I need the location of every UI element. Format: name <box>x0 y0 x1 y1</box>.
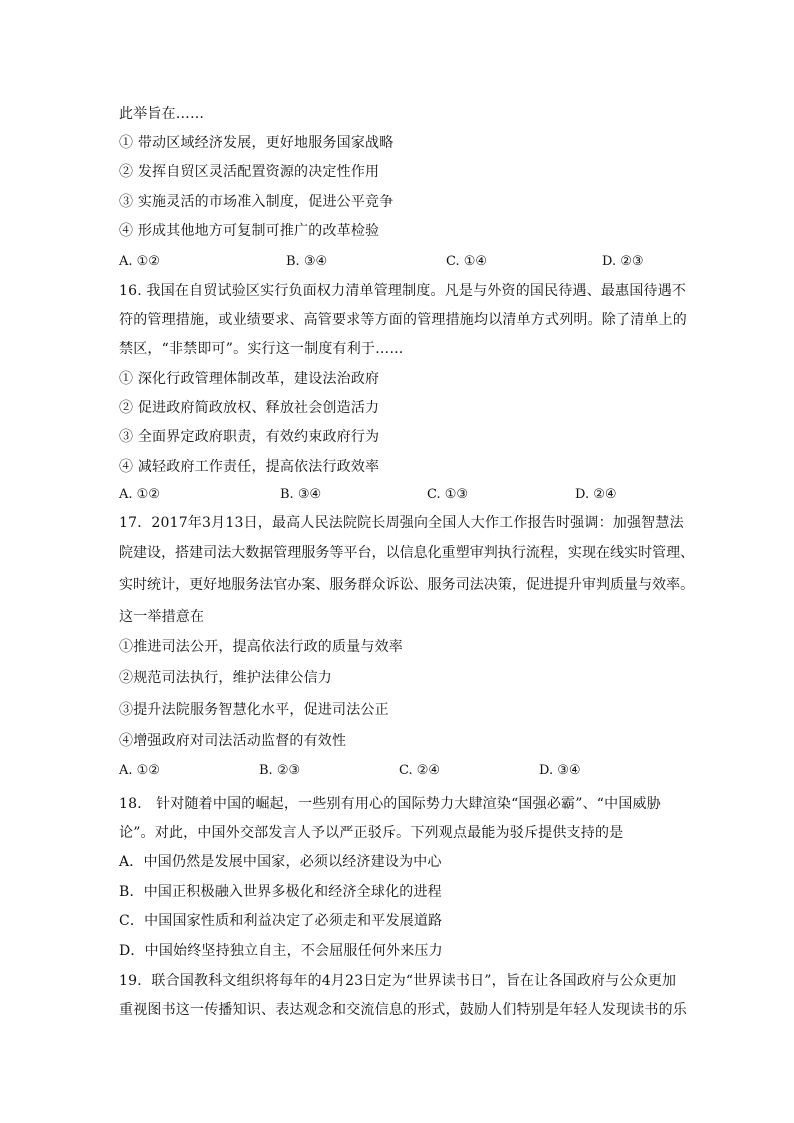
q16-option-a: A. ①② <box>119 487 160 502</box>
q15-statement-3: ③ 实施灵活的市场准入制度，促进公平竞争 <box>119 194 394 210</box>
q19-stem-line-1: 19．联合国教科文组织将每年的4月23日定为“世界读书日”，旨在让各国政府与公众更加 <box>119 973 677 989</box>
q18-choice-a: A．中国仍然是发展中国家，必须以经济建设为中心 <box>119 854 442 870</box>
q17-option-d: D. ③④ <box>539 763 581 778</box>
q18-stem-line-2: 论”。对此，中国外交部发言人予以严正驳斥。下列观点最能为驳斥提供支持的是 <box>119 825 624 841</box>
q15-option-a: A. ①② <box>119 254 160 269</box>
q17-stem-line-1: 17．2017年3月13日，最高人民法院院长周强向全国人大作工作报告时强调：加强智慧法 <box>119 515 684 531</box>
q16-statement-2: ② 促进政府简政放权、释放社会创造活力 <box>119 400 380 416</box>
q18-choice-d: D．中国始终坚持独立自主，不会屈服任何外来压力 <box>119 943 443 959</box>
q17-statement-3: ③提升法院服务智慧化水平，促进司法公正 <box>119 702 389 718</box>
q16-statement-1: ① 深化行政管理体制改革，建设法治政府 <box>119 371 380 387</box>
q17-options <box>119 761 679 781</box>
q17-statement-1: ①推进司法公开，提高依法行政的质量与效率 <box>119 639 403 655</box>
q16-statement-4: ④ 减轻政府工作责任，提高依法行政效率 <box>119 459 380 475</box>
q17-statement-2: ②规范司法执行，维护法律公信力 <box>119 670 332 686</box>
q15-option-d: D. ②③ <box>602 254 644 269</box>
q15-statement-1: ① 带动区域经济发展，更好地服务国家战略 <box>119 135 394 151</box>
q16-option-d: D. ②④ <box>575 487 617 502</box>
q15-stem-tail: 此举旨在…… <box>119 106 205 122</box>
q17-statement-4: ④增强政府对司法活动监督的有效性 <box>119 733 347 749</box>
q15-statement-2: ② 发挥自贸区灵活配置资源的决定性作用 <box>119 164 380 180</box>
q17-option-a: A. ①② <box>119 763 160 778</box>
q16-stem-line-3: 禁区，“非禁即可”。实行这一制度有利于…… <box>119 341 404 357</box>
q16-stem-line-2: 符的管理措施，或业绩要求、高管要求等方面的管理措施均以清单方式列明。除了清单上的 <box>119 312 687 328</box>
q17-stem-line-4: 这一举措意在 <box>119 609 205 625</box>
q15-statement-4: ④ 形成其他地方可复制可推广的改革检验 <box>119 223 380 239</box>
q17-option-c: C. ②④ <box>399 763 441 778</box>
q18-stem-line-1: 18． 针对随着中国的崛起，一些别有用心的国际势力大肆渲染“国强必霸”、“中国威胁 <box>119 796 661 812</box>
q18-choice-c: C．中国国家性质和利益决定了必须走和平发展道路 <box>119 913 443 929</box>
q16-option-b: B. ③④ <box>280 487 322 502</box>
q15-option-b: B. ③④ <box>286 254 328 269</box>
q15-options <box>119 252 679 272</box>
q17-stem-line-2: 院建设，搭建司法大数据管理服务等平台，以信息化重塑审判执行流程，实现在线实时管理、 <box>119 545 695 561</box>
q19-stem-line-2: 重视图书这一传播知识、表达观念和交流信息的形式，鼓励人们特别是年轻人发现读书的乐 <box>119 1002 687 1018</box>
q16-statement-3: ③ 全面界定政府职责，有效约束政府行为 <box>119 429 380 445</box>
q16-option-c: C. ①③ <box>427 487 469 502</box>
q16-options <box>119 485 679 505</box>
q17-stem-line-3: 实时统计，更好地服务法官办案、服务群众诉讼、服务司法决策，促进提升审判质量与效率。 <box>119 577 695 593</box>
q16-stem-line-1: 16. 我国在自贸试验区实行负面权力清单管理制度。凡是与外资的国民待遇、最惠国待遇不 <box>119 283 687 299</box>
q15-option-c: C. ①④ <box>446 254 488 269</box>
q18-choice-b: B．中国正积极融入世界多极化和经济全球化的进程 <box>119 884 442 900</box>
q17-option-b: B. ②③ <box>259 763 301 778</box>
